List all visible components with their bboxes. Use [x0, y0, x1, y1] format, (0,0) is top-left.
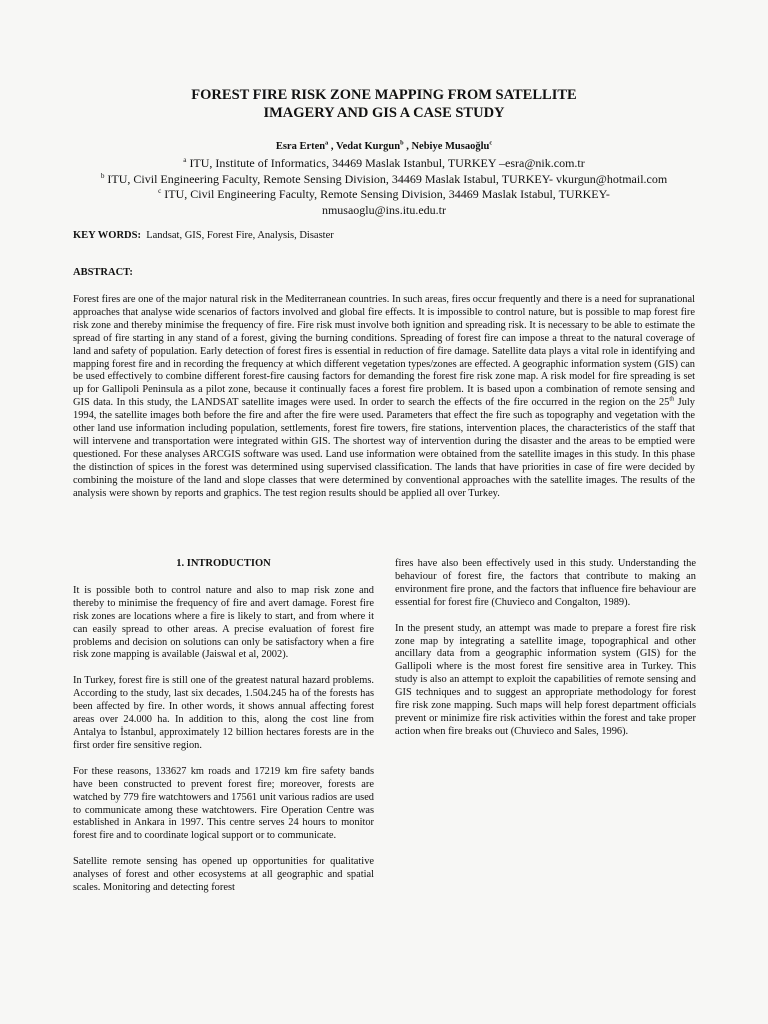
paper-title	[60, 86, 708, 122]
author-list	[40, 140, 728, 154]
affiliation-mark: c	[158, 187, 162, 195]
paragraph: In Turkey, forest fire is still one of the greatest natural hazard problems. According to the study, last six decades, 1.504.245 ha of the forests has been affected by fire. In other words, it shows annual affecting forest areas over 24.000 ha. In addition to this, along the cost line from Antalya to İstanbul, approximately 12 billion hectares forests are in the first order fire sensitive region.	[73, 675, 374, 751]
abstract-heading: ABSTRACT:	[73, 267, 133, 278]
section-heading: 1. INTRODUCTION	[176, 558, 271, 569]
affiliation-line	[40, 187, 728, 203]
paragraph: For these reasons, 133627 km roads and 17219 km fire safety bands have been constructed to prevent forest fire; moreover, forests are watched by 779 fire watchtowers and 17561 unit various radios are used to communicate among these watchtowers. Fire Operation Centre was established in Ankara in 1997. This centre serves 24 hours to monitor forest fire and to coordinate logical support or to communicate.	[73, 765, 374, 842]
keywords-text: Landsat, GIS, Forest Fire, Analysis, Disaster	[140, 230, 334, 241]
author-name: Nebiye Musaoğlu	[411, 141, 490, 152]
author-separator: ,	[403, 141, 412, 152]
author-affiliation-mark: c	[489, 139, 493, 147]
affiliation-text: ITU, Institute of Informatics, 34469 Maslak Istanbul, TURKEY –esra@nik.com.tr	[186, 156, 585, 170]
affiliation-text: ITU, Civil Engineering Faculty, Remote Sensing Division, 34469 Maslak Istabul, TURKEY- vkurgun@hotmail.com	[104, 171, 668, 186]
paragraph: In the present study, an attempt was made to prepare a forest fire risk zone map by integrating a satellite image, topographical and other ancillary data from a geographic information system (GIS) for the Gallipoli where is the most forest fire sensitive area in Turkey. This study is also an attempt to exploit the capabilities of remote sensing and GIS techniques and to suggest an appropriate methodology for forest fire risk zone mapping. Such maps will help forest department officials prevent or minimize fire risk activities within the forest and take proper action when fire breaks out (Chuvieco and Sales, 1996).	[395, 622, 696, 737]
abstract-body	[73, 294, 695, 501]
affiliation-mark: a	[183, 156, 187, 164]
author-name: Vedat Kurgun	[335, 141, 401, 152]
keywords-label: KEY WORDS:	[73, 230, 141, 241]
abstract-ordinal-sup: th	[669, 395, 675, 403]
paragraph: Satellite remote sensing has opened up opportunities for qualitative analyses of forest and other ecosystems at all geographic and spatial scales. Monitoring and detecting forest	[73, 856, 374, 894]
author-affiliation-mark: a	[325, 139, 329, 147]
affiliation-text: ITU, Civil Engineering Faculty, Remote Sensing Division, 34469 Maslak Istabul, TURKEY-	[161, 187, 610, 201]
paragraph: It is possible both to control nature and also to map risk zone and thereby to minimise the frequency of fire and avert damage. Forest fire risk zones are locations where a fire is likely to start, and from where it can easily spread to other areas. A precise evaluation of forest fire problems and decision on solutions can only be satisfactory when a fire risk zone mapping is available (Jaiswal et al, 2002).	[73, 584, 374, 661]
title-line-2: IMAGERY AND GIS A CASE STUDY	[263, 105, 505, 121]
affiliation-line	[40, 203, 728, 219]
abstract-text: Forest fires are one of the major natural risk in the Mediterranean countries. In such areas, fires occur frequently and there is a need for supranational approaches that analyse wide scenarios of factors involved and global fire effects. It is impossible to control nature, but is possible to map forest fire risk zone and thereby minimise the frequency of fire. Fire risk must involve both ignition and spreading risk. It is necessary to be able to estimate the spread of fire starting in any stand of a forest, giving the burning conditions. Spreading of forest fire can impose a threat to the natural coverage of land and safety of population. Early detection of forest fires is essential in reduction of fire damage. Satellite data plays a vital role in identifying and mapping forest fire and in recording the frequency at which different vegetation types/zones are effected. A geographic information system (GIS) can be used effectively to combine different forest-fire causing factors for demanding the forest fire risk zone map. A risk model for fire spreading is set up for Gallipoli Peninsula as a pilot zone, because it continually faces a forest fire problem. It is based upon a combination of remote sensing and GIS data. In this study, the LANDSAT satellite images were used. In order to search the effects of the fire occurred in the region on the 25	[73, 294, 695, 409]
abstract-text: July 1994, the satellite images both before the fire and after the fire were used. Parameters that effect the fire such as topography and vegetation with the other land use information including population, settlements, forest fire towers, fire stations, intervention places, the characteristics of the staff that will intervene and transportation were integrated within GIS. The shortest way of intervention during the disaster and the areas to be emptied were questioned. For these analyses ARCGIS software was used. Land use information were obtained from the satellite images in this study. In this phase the distinction of spices in the forest was determined using supervised classification. The lands that have priorities in case of fire were decided by combining the moisture of the land and slope classes that were determined by conventional approaches with the satellite images. The results of the analysis were shown by reports and graphics. The test region results should be applied all over Turkey.	[73, 397, 695, 499]
author-name: Esra Erten	[275, 141, 326, 152]
author-separator: ,	[328, 141, 336, 152]
keywords	[73, 229, 334, 242]
title-line-1: FOREST FIRE RISK ZONE MAPPING FROM SATELLITE	[191, 87, 577, 103]
column-right	[395, 558, 696, 752]
author-affiliation-mark: b	[400, 139, 404, 147]
affiliation-list	[40, 156, 728, 218]
affiliation-text: nmusaoglu@ins.itu.edu.tr	[321, 202, 447, 217]
affiliation-line	[40, 172, 728, 188]
affiliation-line	[40, 156, 728, 172]
affiliation-mark: b	[100, 171, 105, 180]
paragraph: fires have also been effectively used in this study. Understanding the behaviour of forest fire, the factors that contribute to making an environment fire prone, and the factors that influence fire behaviour are essential for forest fire (Chuvieco and Congalton, 1989).	[395, 558, 696, 608]
column-left	[73, 558, 374, 908]
